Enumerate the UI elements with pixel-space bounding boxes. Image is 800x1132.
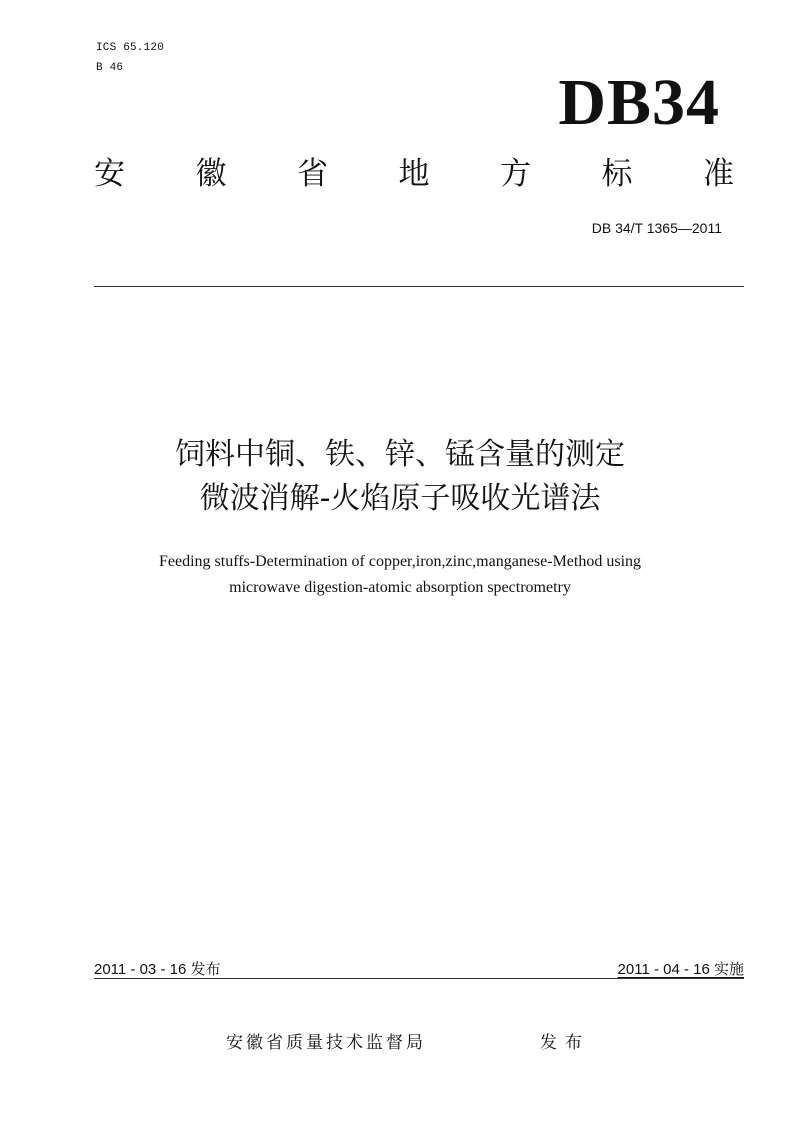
standard-type-char: 省 [297,156,328,192]
standard-type-char: 方 [500,156,531,192]
chinese-title-line-1: 饲料中铜、铁、锌、锰含量的测定 [175,437,625,472]
standard-type-char: 徽 [195,156,227,192]
issue-date: 2011 - 03 - 16 发布 [94,961,221,978]
standard-type-char: 安 [94,156,125,192]
standard-type-char: 标 [601,156,633,192]
ics-code: ICS 65.120 [96,42,165,54]
standard-type-title [94,154,734,194]
standard-number: DB 34/T 1365—2011 [591,220,722,236]
footer-divider [94,978,744,979]
english-title-line-2: microwave digestion-atomic absorption spectrometry [229,579,571,596]
implementation-date: 2011 - 04 - 16 实施 [617,961,744,978]
standard-type-char: 准 [703,156,734,192]
header-divider [94,286,744,287]
standard-code: DB34 [558,66,720,139]
chinese-title-line-2: 微波消解-火焰原子吸收光谱法 [199,481,601,516]
publisher-name: 安徽省质量技术监督局 [226,1033,426,1053]
standard-type-char: 地 [398,156,430,192]
classification-code: B 46 [96,62,124,74]
english-title-line-1: Feeding stuffs-Determination of copper,iron,zinc,manganese-Method using [158,553,642,570]
publish-label: 发布 [540,1033,590,1053]
